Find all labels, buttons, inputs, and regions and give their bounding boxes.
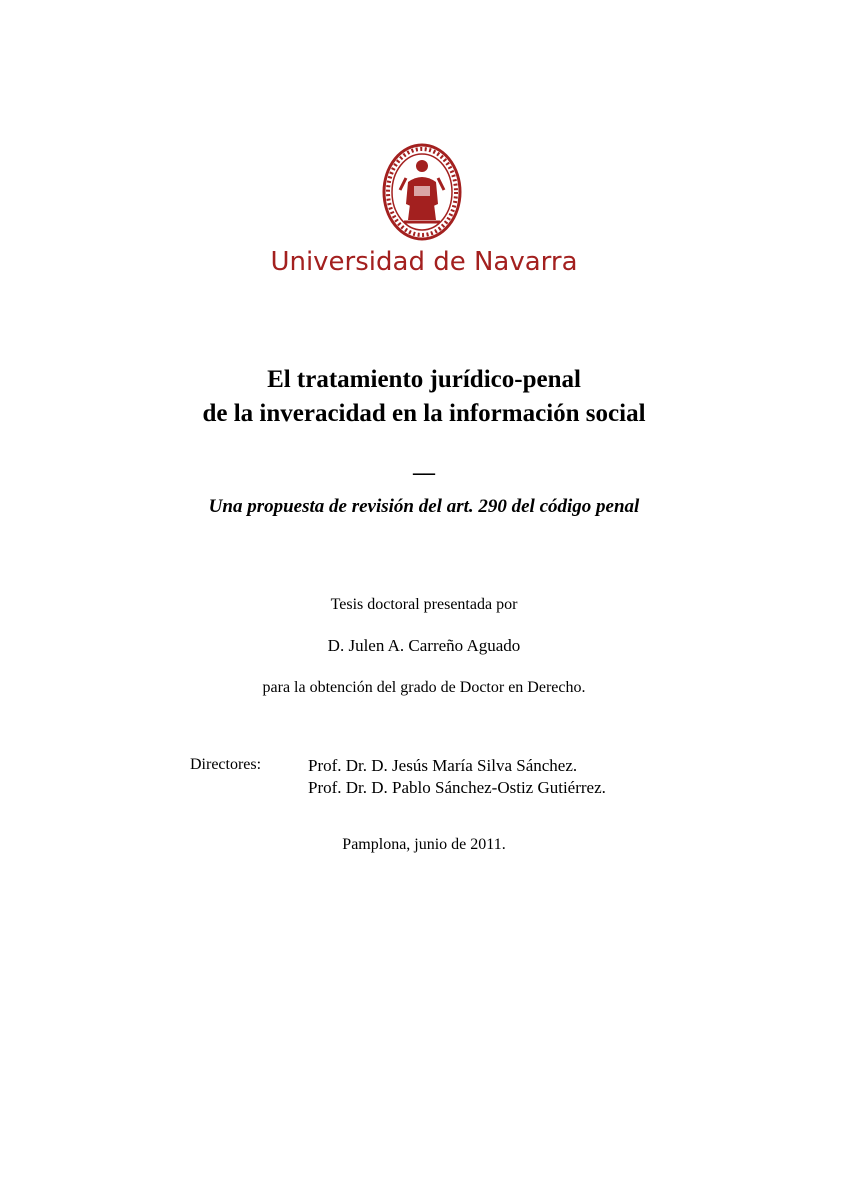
thesis-title-line-2: de la inveracidad en la información social: [202, 400, 646, 427]
author-name: D. Julen A. Carreño Aguado: [327, 636, 521, 655]
university-seal-icon: [380, 142, 464, 242]
director-name-2: Prof. Dr. D. Pablo Sánchez-Ostiz Gutiérrez.: [308, 778, 606, 797]
presented-by-text: Tesis doctoral presentada por: [330, 596, 518, 613]
thesis-title-line-1: El tratamiento jurídico-penal: [267, 366, 581, 393]
thesis-subtitle: Una propuesta de revisión del art. 290 del código penal: [208, 496, 640, 517]
title-separator: __: [413, 452, 435, 477]
directors-label: Directores:: [190, 756, 262, 773]
degree-purpose-text: para la obtención del grado de Doctor en Derecho.: [262, 679, 586, 696]
place-and-date: Pamplona, junio de 2011.: [342, 836, 506, 853]
university-name: Universidad de Navarra: [270, 247, 578, 277]
director-name-1: Prof. Dr. D. Jesús María Silva Sánchez.: [308, 756, 578, 775]
